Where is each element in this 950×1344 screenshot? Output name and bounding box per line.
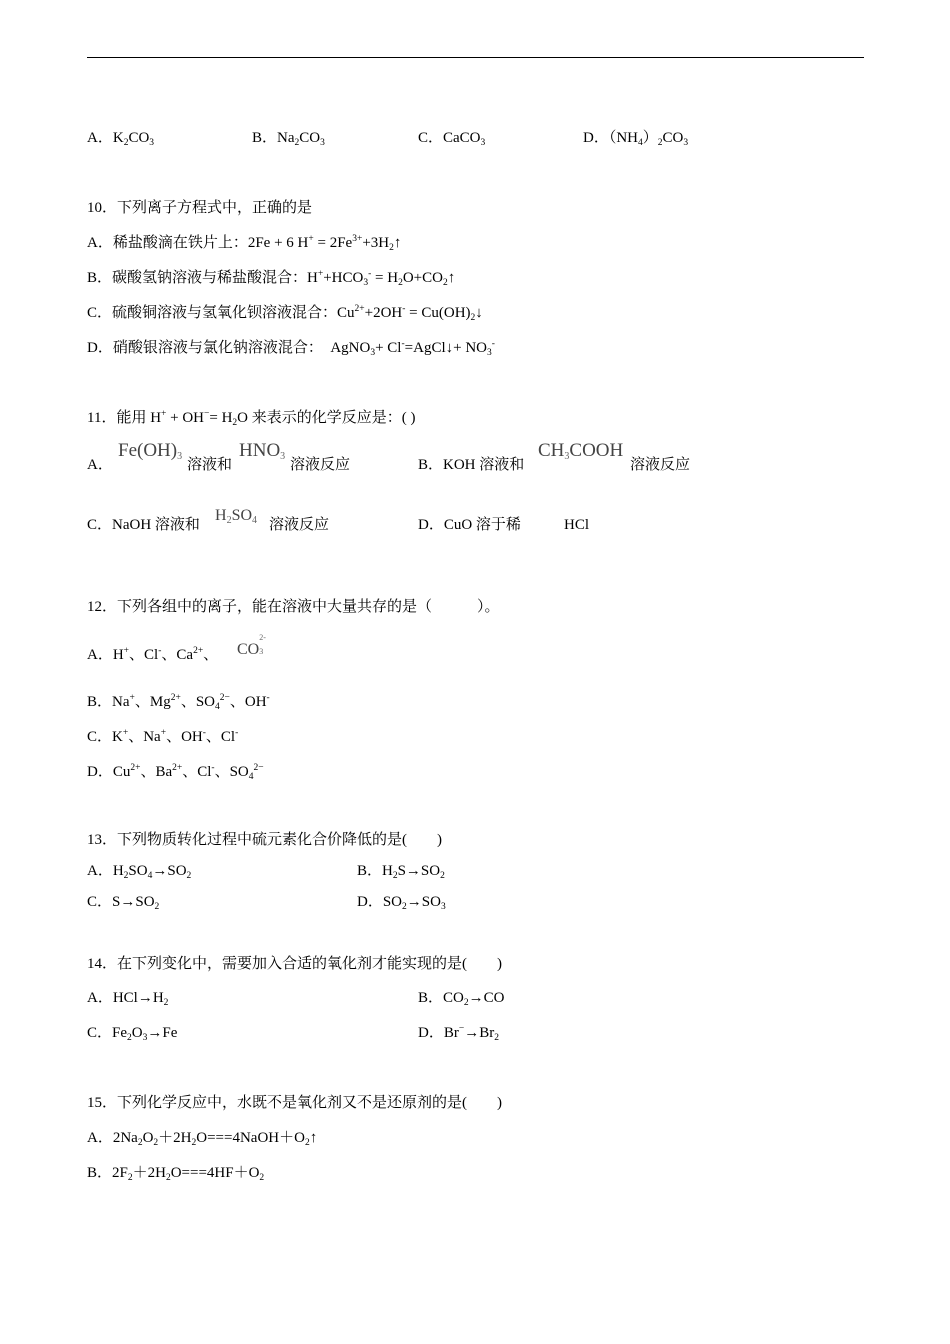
q10-option-a: A．稀盐酸滴在铁片上：2Fe + 6 $H^+ = 2Fe^{3+}+3H_2↑$ xyxy=(87,234,402,253)
q11-option-b-label: B．KOH 溶液和 xyxy=(418,457,525,473)
q12-stem: 12．下列各组中的离子，能在溶液中大量共存的是（ ）。 xyxy=(87,599,500,615)
q14-stem: 14．在下列变化中，需要加入合适的氧化剂才能实现的是( ) xyxy=(87,956,502,972)
q13-stem: 13．下列物质转化过程中硫元素化合价降低的是( ) xyxy=(87,832,442,848)
q11-option-a-text1: 溶液和 xyxy=(187,457,233,473)
q12-option-b: B．Na+、$Mg^{2+}$、$SO_4^{2-}$、OH- xyxy=(87,693,270,712)
q9-option-c: C．CaCO$_3$ xyxy=(418,130,486,148)
q13-option-a: A．$H_2SO_4\to SO_2$ xyxy=(87,863,192,881)
q12-option-a-formula: CO 2- 3 xyxy=(237,633,266,658)
q11-option-c-formula: $H_2SO_4$ xyxy=(215,507,258,526)
q15-option-a: A．$2Na_2O_2+2H_2O===4NaOH+O_2↑$ xyxy=(87,1130,318,1148)
q12-option-c: C．K+、Na+、OH-、Cl- xyxy=(87,728,239,745)
q11-option-a-formula2: $HNO_3$ xyxy=(239,440,286,462)
q10-option-b: B．碳酸氢钠溶液与稀盐酸混合：$H^++HCO_3^-$ = $H_2O+CO_2↑$ xyxy=(87,269,456,288)
q11-option-c-text: 溶液反应 xyxy=(269,517,330,533)
q11-stem: 11．能用 $H^+ + OH^-= H_2O$ 来表示的化学反应是：( ) xyxy=(87,409,416,428)
q10-option-c: C．硫酸铜溶液与氢氧化钡溶液混合：$Cu^{2+}+2OH^-$ = $Cu(OH)_2↓$ xyxy=(87,304,483,323)
q10-option-d: D．硝酸银溶液与氯化钠溶液混合： AgNO$_3$+ Cl-=AgCl↓+ $NO_3^-$ xyxy=(87,339,495,358)
q15-option-b: B．$2F_2+2H_2O===4HF+O_2$ xyxy=(87,1165,265,1183)
q13-option-c: C．$S\to SO_2$ xyxy=(87,894,160,912)
q12-option-a: A．H+、Cl-、$Ca^{2+}$、 xyxy=(87,646,219,663)
q12-option-d: D．$Cu^{2+}$、$Ba^{2+}$、Cl-、$SO_4^{2-}$ xyxy=(87,763,264,782)
q13-option-b: B．$H_2S\to SO_2$ xyxy=(357,863,445,881)
q15-stem: 15．下列化学反应中，水既不是氧化剂又不是还原剂的是( ) xyxy=(87,1095,502,1111)
q14-option-d: D．$Br^-\to Br_2$ xyxy=(418,1024,499,1043)
q11-option-d-text: D．CuO 溶于稀 xyxy=(418,517,521,533)
q11-option-a-text2: 溶液反应 xyxy=(290,457,351,473)
q9-option-a: A．$K_2CO_3$ xyxy=(87,130,155,148)
q9-option-d: D．$(NH_4)_2CO_3$ xyxy=(583,130,689,148)
q13-option-d: D．$SO_2\to SO_3$ xyxy=(357,894,446,912)
q11-option-a-formula1: $Fe(OH)_3$ xyxy=(118,440,183,462)
header-rule xyxy=(87,57,864,58)
q11-option-b-text: 溶液反应 xyxy=(630,457,691,473)
q11-option-c-label: C．NaOH 溶液和 xyxy=(87,517,200,533)
q9-option-b: B．$Na_2CO_3$ xyxy=(252,130,325,148)
q10-stem: 10．下列离子方程式中，正确的是 xyxy=(87,200,313,216)
q11-option-b-formula: $CH_3COOH$ xyxy=(538,440,624,462)
q14-option-c: C．$Fe_2O_3\to Fe$ xyxy=(87,1025,178,1043)
q11-option-a-label: A． xyxy=(87,457,113,473)
q14-option-a: A．$HCl\to H_2$ xyxy=(87,990,169,1008)
q14-option-b: B．$CO_2\to CO$ xyxy=(418,990,505,1008)
q11-option-d-hcl: HCl xyxy=(564,517,590,533)
